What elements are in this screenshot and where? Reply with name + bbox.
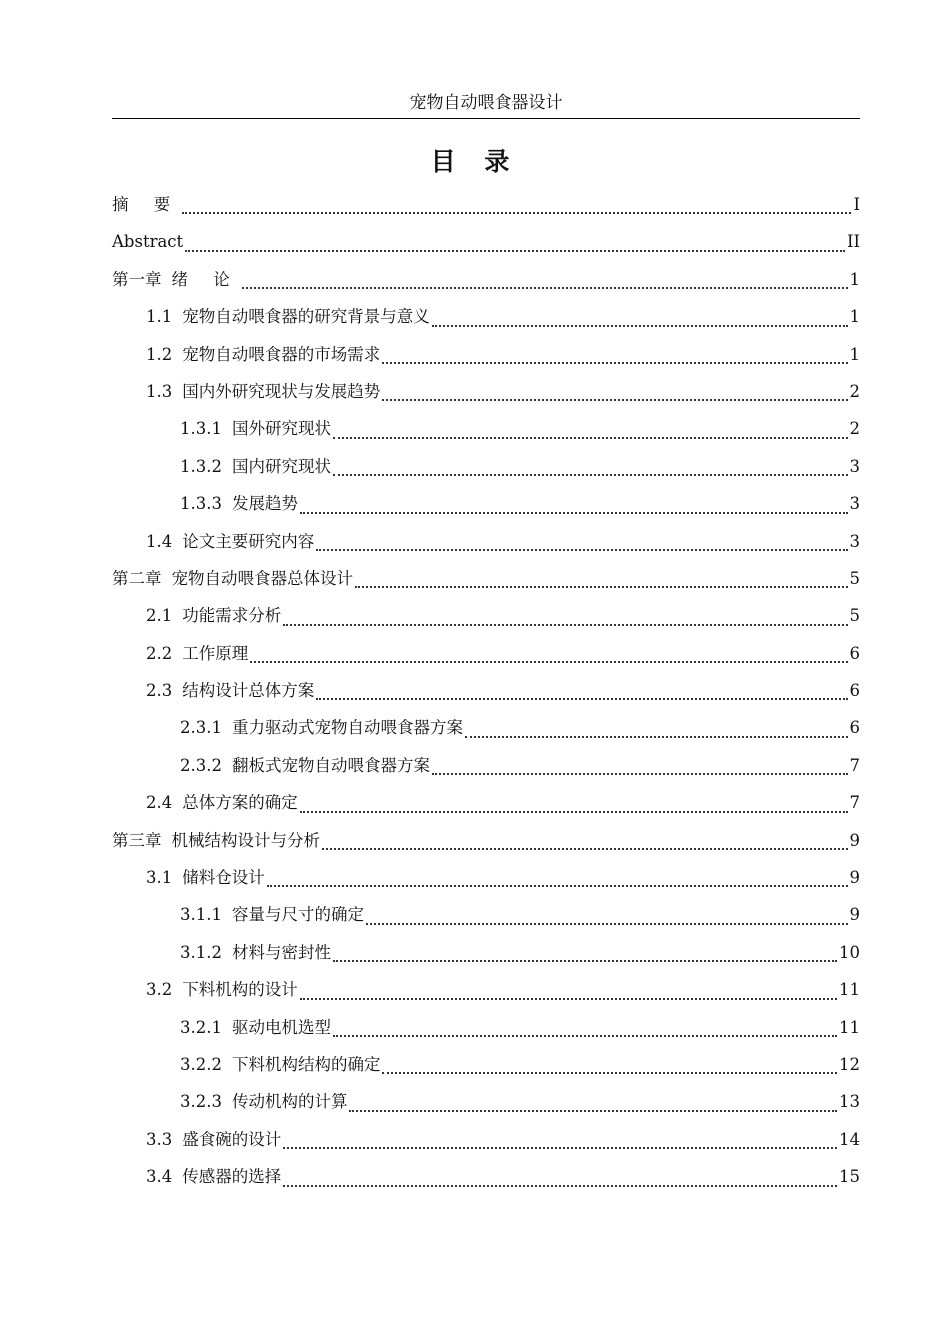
toc-entry-page: 3	[849, 494, 860, 514]
toc-entry-number: 3.2.1	[180, 1017, 222, 1037]
toc-entry-number: 2.3.2	[180, 755, 222, 775]
toc-entry[interactable]	[112, 822, 860, 859]
toc-entry-text: 工作原理	[182, 643, 249, 663]
toc-entry-number: 3.1.1	[180, 905, 222, 925]
dot-leader	[300, 810, 848, 813]
toc-entry-page: 6	[849, 718, 860, 738]
toc-entry-number: 2.3	[146, 681, 173, 701]
toc-entry-number: 1.1	[146, 307, 173, 327]
toc-entry-page: 6	[849, 643, 860, 663]
dot-leader	[267, 884, 848, 887]
toc-entry-page: 12	[839, 1054, 860, 1074]
toc-entry-page: 1	[849, 344, 860, 364]
toc-entry-text: 功能需求分析	[182, 606, 282, 626]
toc-entry-page: 6	[849, 681, 860, 701]
toc-entry-number: 3.1	[146, 868, 173, 888]
toc-entry-text: 摘 要	[112, 194, 181, 214]
dot-leader	[300, 511, 848, 514]
toc-entry[interactable]	[112, 1083, 860, 1120]
toc-entry-text: 重力驱动式宠物自动喂食器方案	[231, 718, 463, 738]
toc-entry-page: 7	[849, 793, 860, 813]
toc-entry-page: 10	[839, 942, 860, 962]
toc-entry-text: 机械结构设计与分析	[171, 830, 320, 850]
toc-entry-text: 国外研究现状	[231, 419, 331, 439]
dot-leader	[382, 361, 847, 364]
dot-leader	[366, 922, 848, 925]
toc-entry-label	[112, 560, 353, 597]
toc-entry-number: 1.3.3	[180, 494, 222, 514]
toc-entry-number: 2.2	[146, 643, 173, 663]
toc-entry[interactable]	[112, 747, 860, 784]
toc-entry[interactable]	[112, 448, 860, 485]
dot-leader	[283, 1184, 837, 1187]
dot-leader	[432, 772, 848, 775]
toc-entry-page: 11	[839, 1017, 860, 1037]
toc-entry-page: 5	[849, 568, 860, 588]
toc-entry-text: 结构设计总体方案	[182, 681, 315, 701]
toc-entry-number: 3.4	[146, 1167, 173, 1187]
toc-entry-text: 容量与尺寸的确定	[231, 905, 364, 925]
toc-entry-text: 传感器的选择	[182, 1167, 282, 1187]
toc-entry-page: 11	[839, 980, 860, 1000]
toc-entry[interactable]	[112, 672, 860, 709]
toc-entry[interactable]	[112, 635, 860, 672]
dot-leader	[182, 211, 851, 214]
toc-entry[interactable]	[112, 373, 860, 410]
toc-entry-text: 储料仓设计	[182, 868, 265, 888]
toc-entry[interactable]	[112, 523, 860, 560]
toc-entry-label	[180, 747, 430, 784]
toc-entry[interactable]	[112, 896, 860, 933]
toc-entry-page: 2	[849, 381, 860, 401]
toc-entry-label	[180, 709, 463, 746]
toc-entry-label	[146, 298, 430, 335]
toc-entry-text: 翻板式宠物自动喂食器方案	[231, 755, 430, 775]
dot-leader	[322, 847, 848, 850]
toc-entry[interactable]	[112, 784, 860, 821]
toc-entry-label	[180, 1009, 331, 1046]
toc-entry-page: I	[853, 194, 860, 214]
toc-entry[interactable]	[112, 485, 860, 522]
dot-leader	[316, 697, 847, 700]
toc-entry-number: 1.3.1	[180, 419, 222, 439]
dot-leader	[333, 1034, 837, 1037]
toc-entry-page: 3	[849, 456, 860, 476]
toc-entry-label	[146, 784, 298, 821]
toc-entry-text: 国内外研究现状与发展趋势	[182, 381, 381, 401]
toc-entry-page: 13	[839, 1092, 860, 1112]
toc-entry[interactable]	[112, 223, 860, 260]
toc-entry-text: 驱动电机选型	[231, 1017, 331, 1037]
toc-entry-number: 2.4	[146, 793, 173, 813]
toc-entry-number: 1.4	[146, 531, 173, 551]
toc-entry-text: 宠物自动喂食器的研究背景与意义	[182, 307, 430, 327]
dot-leader	[465, 735, 848, 738]
toc-entry[interactable]	[112, 709, 860, 746]
toc-entry[interactable]	[112, 186, 860, 223]
toc-entry-text: 材料与密封性	[231, 942, 331, 962]
toc-entry[interactable]	[112, 1009, 860, 1046]
toc-entry-page: 1	[849, 269, 860, 289]
toc-entry-number: 第三章	[112, 830, 162, 850]
toc-entry[interactable]	[112, 298, 860, 335]
dot-leader	[300, 997, 837, 1000]
toc-entry-text: 总体方案的确定	[182, 793, 298, 813]
toc-entry-page: 1	[849, 307, 860, 327]
dot-leader	[382, 1071, 837, 1074]
toc-entry-label	[180, 485, 298, 522]
toc-entry[interactable]	[112, 597, 860, 634]
toc-entry[interactable]	[112, 560, 860, 597]
dot-leader	[283, 623, 847, 626]
toc-entry-page: 14	[839, 1129, 860, 1149]
toc-entry-text: 宠物自动喂食器总体设计	[171, 568, 353, 588]
toc-entry-label	[180, 896, 364, 933]
toc-entry[interactable]	[112, 1121, 860, 1158]
toc-entry[interactable]	[112, 336, 860, 373]
toc-entry-label	[146, 336, 380, 373]
toc-entry-number: 1.3	[146, 381, 173, 401]
toc-entry-label	[146, 1121, 281, 1158]
toc-entry-page: 3	[849, 531, 860, 551]
toc-entry-label	[180, 1046, 380, 1083]
toc-entry-number: 3.2	[146, 980, 173, 1000]
toc-entry-page: 9	[849, 868, 860, 888]
toc-entry[interactable]	[112, 410, 860, 447]
toc-entry-page: 7	[849, 755, 860, 775]
toc-entry-label	[112, 223, 183, 260]
toc-entry-label	[146, 597, 281, 634]
toc-entry-text: 绪 论	[171, 269, 240, 289]
toc-entry-text: 宠物自动喂食器的市场需求	[182, 344, 381, 364]
dot-leader	[316, 548, 847, 551]
toc-entry-page: 2	[849, 419, 860, 439]
toc-entry-text: 下料机构的设计	[182, 980, 298, 1000]
toc-entry[interactable]	[112, 971, 860, 1008]
toc-entry-number: 2.1	[146, 606, 173, 626]
dot-leader	[349, 1109, 837, 1112]
toc-entry-label	[180, 934, 331, 971]
toc-entry-label	[112, 186, 180, 223]
toc-entry-label	[146, 373, 380, 410]
toc-entry-label	[146, 672, 314, 709]
toc-entry-text: 发展趋势	[231, 494, 298, 514]
toc-entry[interactable]	[112, 859, 860, 896]
toc-entry-text: 盛食碗的设计	[182, 1129, 282, 1149]
toc-entry-text: 国内研究现状	[231, 456, 331, 476]
toc-entry-page: 9	[849, 905, 860, 925]
toc-entry-label	[180, 1083, 347, 1120]
toc-entry-label	[146, 523, 314, 560]
toc-title: 目 录	[430, 147, 520, 176]
toc-entry-number: 第二章	[112, 568, 162, 588]
toc-entry-page: II	[846, 232, 860, 252]
dot-leader	[333, 959, 837, 962]
dot-leader	[432, 324, 848, 327]
toc-entry-page: 5	[849, 606, 860, 626]
toc-entry-number: 第一章	[112, 269, 162, 289]
toc-entry-text: 下料机构结构的确定	[231, 1054, 381, 1074]
toc-entry-page: 15	[839, 1167, 860, 1187]
toc-entry[interactable]	[112, 1046, 860, 1083]
toc-entry-number: 3.2.3	[180, 1092, 222, 1112]
toc-entry-number: 3.2.2	[180, 1054, 222, 1074]
toc-entry-page: 9	[849, 830, 860, 850]
dot-leader	[242, 286, 848, 289]
toc-entry-label	[112, 822, 320, 859]
page-header: 宠物自动喂食器设计	[112, 88, 860, 119]
toc-entry-number: 3.1.2	[180, 942, 222, 962]
toc-entry-number: 1.3.2	[180, 456, 222, 476]
dot-leader	[333, 436, 848, 439]
dot-leader	[333, 473, 848, 476]
dot-leader	[250, 660, 847, 663]
toc-list	[112, 186, 860, 1196]
toc-entry-text: 论文主要研究内容	[182, 531, 315, 551]
dot-leader	[382, 398, 847, 401]
toc-entry-label	[146, 1158, 281, 1195]
dot-leader	[283, 1146, 837, 1149]
toc-entry[interactable]	[112, 261, 860, 298]
toc-entry-number: 3.3	[146, 1129, 173, 1149]
toc-entry[interactable]	[112, 1158, 860, 1195]
toc-entry-number: 1.2	[146, 344, 173, 364]
dot-leader	[185, 249, 845, 252]
toc-entry-text: Abstract	[112, 232, 184, 252]
toc-entry-label	[112, 261, 240, 298]
toc-entry[interactable]	[112, 934, 860, 971]
toc-entry-text: 传动机构的计算	[231, 1092, 348, 1112]
toc-entry-label	[146, 859, 265, 896]
dot-leader	[355, 585, 848, 588]
toc-entry-label	[146, 971, 298, 1008]
toc-entry-label	[180, 410, 331, 447]
toc-entry-label	[180, 448, 331, 485]
toc-entry-label	[146, 635, 248, 672]
toc-entry-number: 2.3.1	[180, 718, 222, 738]
